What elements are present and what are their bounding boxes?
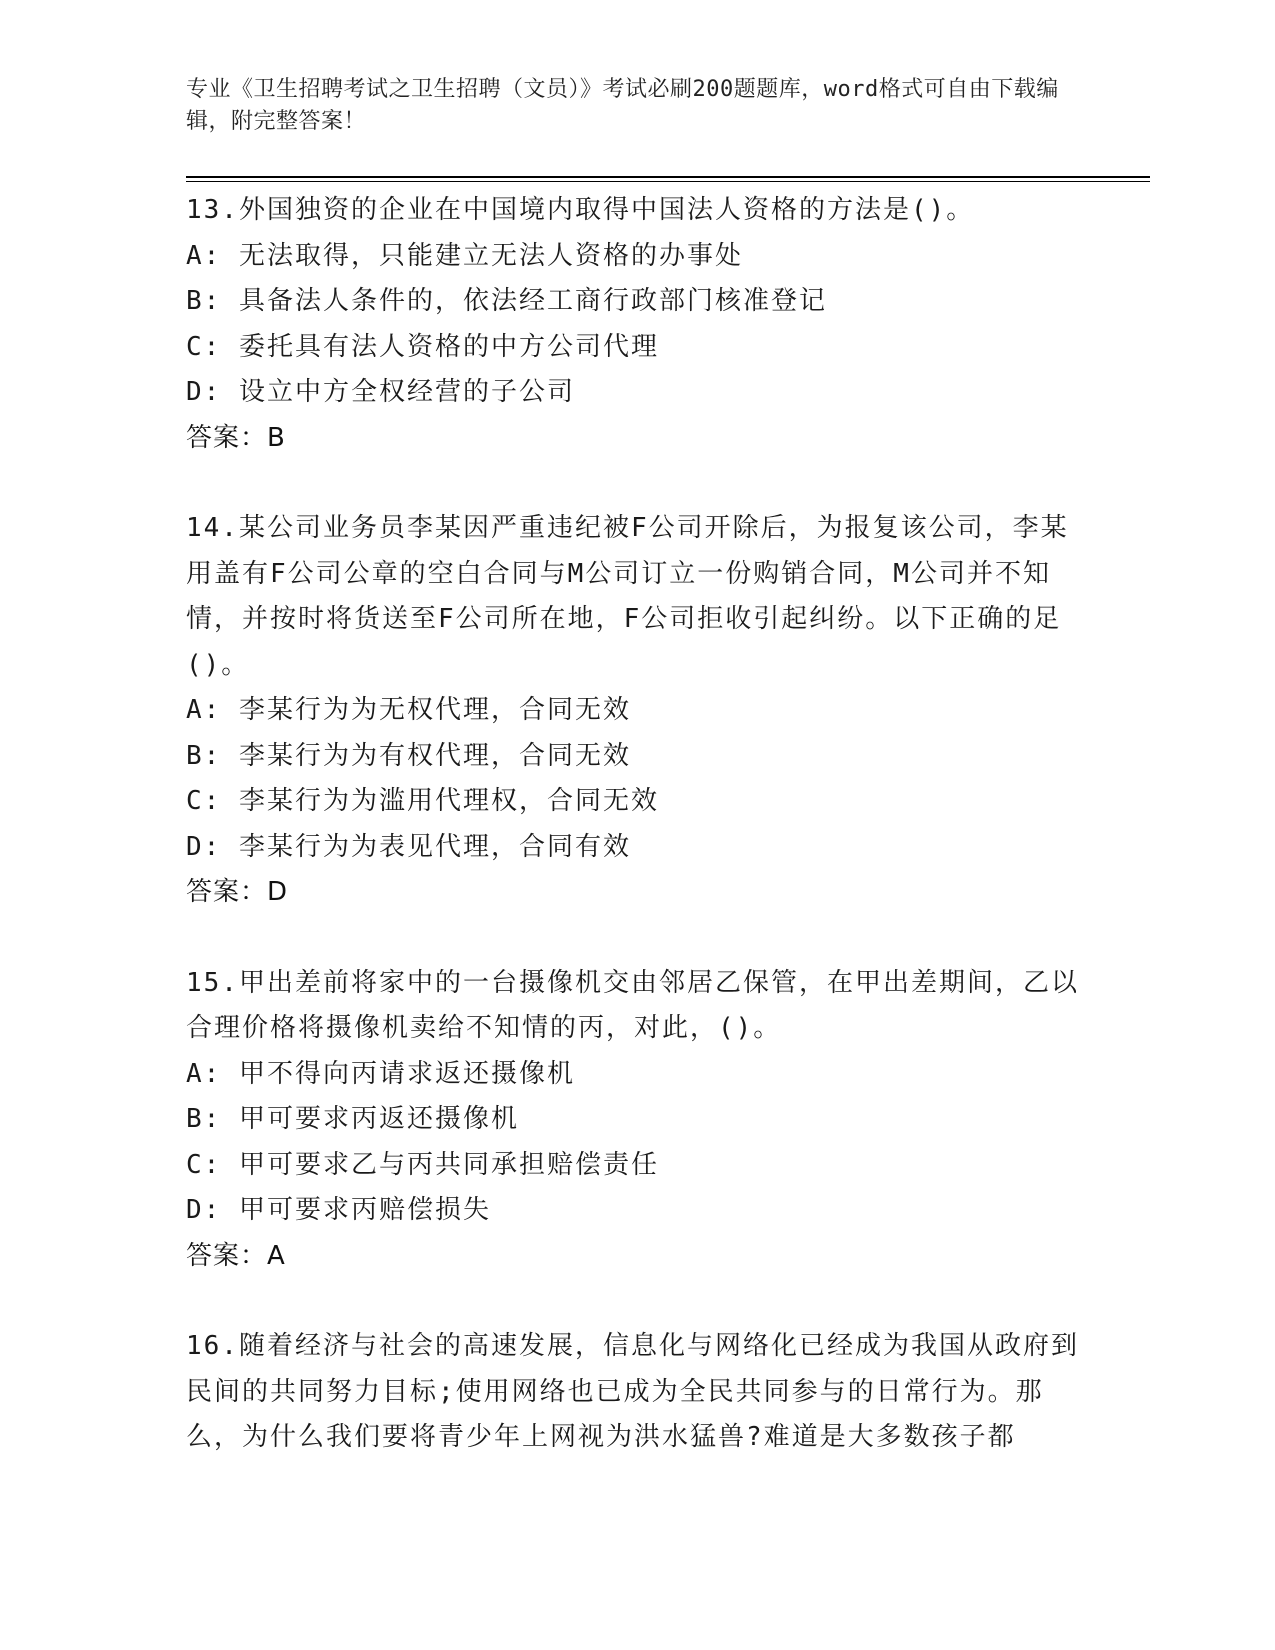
option-d: D: 李某行为为表见代理，合同有效 — [186, 831, 631, 862]
option-d: D: 设立中方全权经营的子公司 — [186, 377, 575, 407]
question-stem: 13.外国独资的企业在中国境内取得中国法人资格的方法是()。 — [186, 195, 975, 225]
option-a: A: 无法取得，只能建立无法人资格的办事处 — [186, 240, 743, 271]
question-list — [186, 188, 1086, 1506]
question-15 — [186, 961, 1086, 1280]
option-c: C: 李某行为为滥用代理权，合同无效 — [186, 786, 659, 816]
question-stem: 14.某公司业务员李某因严重违纪被F公司开除后，为报复该公司，李某用盖有F公司公章的空白合同与M公司订立一份购销合同，M公司并不知情，并按时将货送至F公司所在地，F公司拒收引起纠纷。以下正确的足()。 — [186, 513, 1069, 680]
answer: 答案：A — [186, 1240, 286, 1271]
header-divider-thin — [186, 181, 1150, 182]
option-b: B: 李某行为为有权代理，合同无效 — [186, 740, 631, 771]
answer: 答案：B — [186, 422, 286, 453]
option-b: B: 具备法人条件的，依法经工商行政部门核准登记 — [186, 286, 827, 316]
question-16 — [186, 1324, 1086, 1461]
option-c: C: 委托具有法人资格的中方公司代理 — [186, 331, 659, 362]
question-stem: 15.甲出差前将家中的一台摄像机交由邻居乙保管，在甲出差期间，乙以合理价格将摄像机卖给不知情的丙，对此，()。 — [186, 967, 1079, 1043]
option-a: A: 甲不得向丙请求返还摄像机 — [186, 1058, 575, 1089]
option-b: B: 甲可要求丙返还摄像机 — [186, 1104, 519, 1134]
question-stem: 16.随着经济与社会的高速发展，信息化与网络化已经成为我国从政府到民间的共同努力目标;使用网络也已成为全民共同参与的日常行为。那么，为什么我们要将青少年上网视为洪水猛兽?难道是大多数孩子都 — [186, 1331, 1079, 1452]
answer: 答案：D — [186, 877, 289, 907]
question-14 — [186, 506, 1086, 916]
option-c: C: 甲可要求乙与丙共同承担赔偿责任 — [186, 1149, 659, 1180]
header-divider-thick — [186, 176, 1150, 178]
option-d: D: 甲可要求丙赔偿损失 — [186, 1195, 491, 1225]
option-a: A: 李某行为为无权代理，合同无效 — [186, 695, 631, 725]
document-header: 专业《卫生招聘考试之卫生招聘（文员）》考试必刷200题题库，word格式可自由下载编辑，附完整答案！ — [186, 77, 1059, 134]
question-13 — [186, 188, 1086, 461]
